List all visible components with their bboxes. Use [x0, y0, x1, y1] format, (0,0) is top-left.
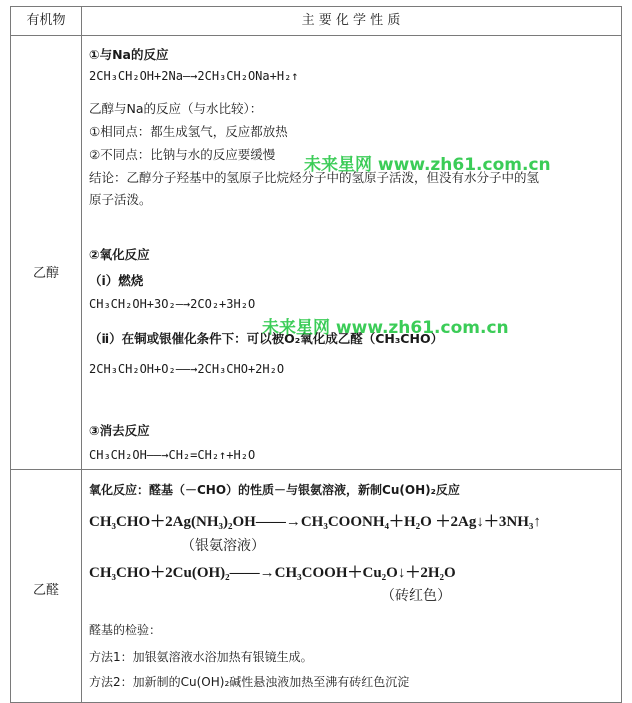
conclusion-line-1: 结论：乙醇分子羟基中的氢原子比烷烃分子中的氢原子活泼，但没有水分子中的氢: [89, 170, 540, 185]
na-reaction-title: ①与Na的反应: [89, 47, 169, 62]
equation-silver-mirror: CH₃CHO＋2Ag(NH₃)₂OH——→CH₃COONH₄＋H₂O ＋2Ag↓＋3NH₃↑: [89, 514, 541, 530]
combustion-title: （ⅰ）燃烧: [89, 273, 144, 288]
equation-catalytic: 2CH₃CH₂OH+O₂——→2CH₃CHO+2H₂O: [89, 362, 285, 376]
brick-red-note: （砖红色）: [381, 588, 451, 604]
equation-na: 2CH₃CH₂OH+2Na—→2CH₃CH₂ONa+H₂↑: [89, 69, 299, 83]
same-point: ①相同点：都生成氢气，反应都放热: [89, 124, 288, 139]
equation-copper-hydroxide: CH₃CHO＋2Cu(OH)₂——→CH₃COOH＋Cu₂O↓＋2H₂O: [89, 565, 456, 581]
compare-title: 乙醇与Na的反应（与水比较）：: [89, 101, 263, 116]
header-properties: 主 要 化 学 性 质: [301, 13, 401, 28]
equation-elimination: CH₃CH₂OH——→CH₂=CH₂↑+H₂O: [89, 448, 256, 462]
diff-point: ②不同点：比钠与水的反应要缓慢: [89, 147, 276, 162]
row-label-ethanol: 乙醇: [32, 266, 59, 281]
test-method-1: 方法1：加银氨溶液水浴加热有银镜生成。: [89, 650, 313, 664]
column-divider: [81, 7, 82, 702]
oxidation-title: ②氧化反应: [89, 247, 150, 262]
test-method-2: 方法2：加新制的Cu(OH)₂碱性悬浊液加热至沸有砖红色沉淀: [89, 675, 410, 689]
catalytic-title: （ⅱ）在铜或银催化条件下：可以被O₂氧化成乙醛（CH₃CHO）: [89, 331, 444, 346]
aldehyde-test-title: 醛基的检验：: [89, 623, 162, 637]
aldehyde-oxidation-title: 氧化反应：醛基（－CHO）的性质－与银氨溶液，新制Cu(OH)₂反应: [89, 483, 460, 497]
equation-combustion: CH₃CH₂OH+3O₂—→2CO₂+3H₂O: [89, 297, 256, 311]
watermark: 未来星网 www.zh61.com.cn: [304, 155, 551, 175]
row-label-acetaldehyde: 乙醛: [32, 583, 59, 598]
watermark: 未来星网 www.zh61.com.cn: [262, 318, 509, 338]
header-divider: [11, 35, 621, 36]
chemistry-table: [10, 6, 622, 703]
conclusion-line-2: 原子活泼。: [89, 192, 152, 207]
header-organic: 有机物: [26, 13, 66, 28]
elimination-title: ③消去反应: [89, 423, 150, 438]
silver-ammonia-note: （银氨溶液）: [181, 538, 265, 554]
row-divider: [11, 469, 621, 470]
